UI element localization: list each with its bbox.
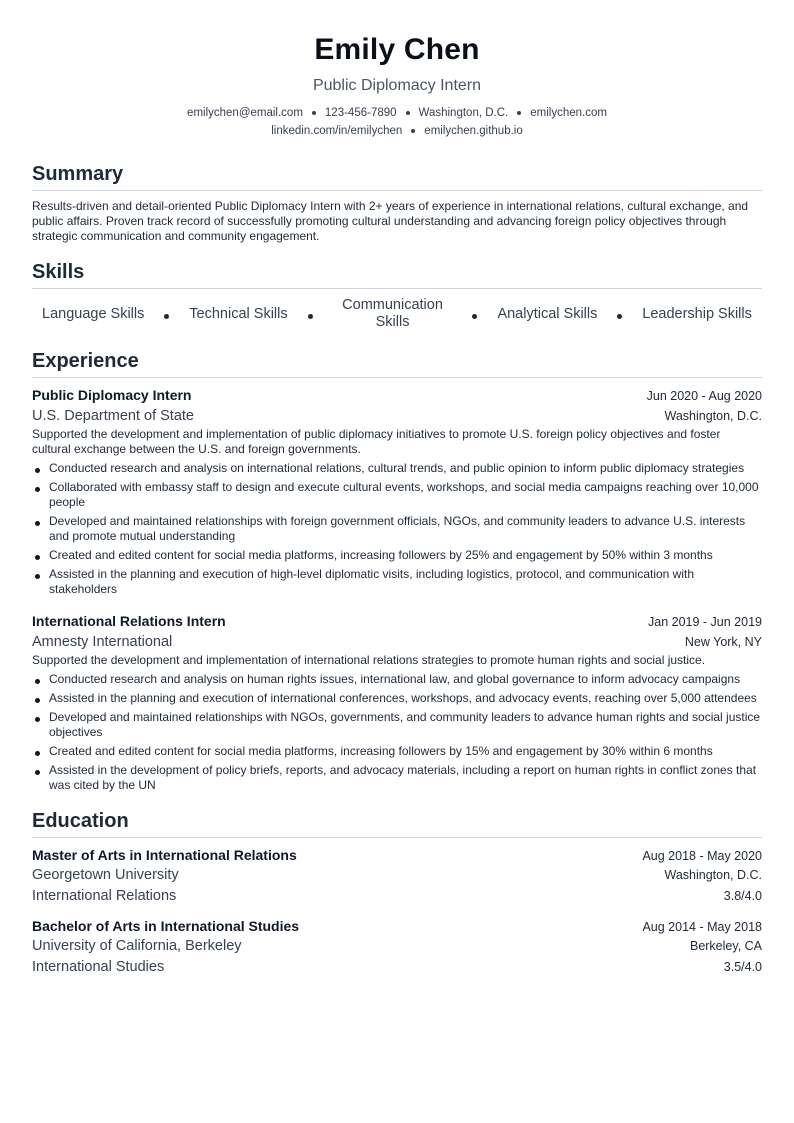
list-item: Assisted in the development of policy briefs, reports, and advocacy materials, including a report on human rights in conflict zones that was cited by the UN	[32, 763, 762, 793]
list-item: Developed and maintained relationships with NGOs, governments, and community leaders to advance human rights and social justice objectives	[32, 710, 762, 740]
job-role: Public Diplomacy Intern	[32, 387, 192, 403]
edu-school-row	[32, 864, 762, 885]
contact-row-secondary	[32, 122, 762, 140]
section-heading: Experience	[32, 349, 762, 378]
edu-degree: Bachelor of Arts in International Studies	[32, 918, 300, 934]
skill-item: Technical Skills	[189, 305, 288, 322]
job-location: Washington, D.C.	[664, 409, 762, 423]
candidate-name: Emily Chen	[314, 33, 480, 66]
edu-header-row	[32, 918, 762, 935]
resume-header	[32, 30, 762, 140]
edu-location: Berkeley, CA	[689, 939, 762, 953]
skill-item: Leadership Skills	[642, 305, 752, 322]
edu-dates: Aug 2014 - May 2018	[642, 920, 762, 934]
list-item: Conducted research and analysis on international relations, cultural trends, and public opinion to inform public diplomacy strategies	[32, 461, 762, 476]
separator-dot-icon	[411, 129, 415, 133]
education-entry	[32, 847, 762, 906]
skill-item: Analytical Skills	[497, 305, 598, 322]
job-bullets	[32, 672, 762, 793]
job-description: Supported the development and implementation of international relations strategies to promote human rights and social justice.	[32, 653, 706, 667]
bullet-dot-icon	[617, 314, 622, 319]
edu-school-row	[32, 935, 762, 956]
edu-gpa: 3.5/4.0	[723, 960, 762, 974]
section-heading: Education	[32, 809, 762, 838]
experience-entry	[32, 613, 762, 793]
list-item: Created and edited content for social media platforms, increasing followers by 25% and engagement by 50% within 3 months	[32, 548, 762, 563]
skill-item: Language Skills	[42, 305, 145, 322]
job-location: New York, NY	[684, 635, 762, 649]
list-item: Created and edited content for social media platforms, increasing followers by 15% and engagement by 30% within 6 months	[32, 744, 762, 759]
summary-section	[32, 162, 762, 244]
skill-item: Communication Skills	[342, 297, 443, 330]
separator-dot-icon	[406, 111, 410, 115]
job-description: Supported the development and implementation of public diplomacy initiatives to promote U.S. foreign policy objectives and foster cultural exchange between the U.S. and foreign governments.	[32, 427, 721, 456]
job-company-row	[32, 404, 762, 426]
bullet-dot-icon	[472, 314, 477, 319]
job-company-row	[32, 630, 762, 652]
job-header-row	[32, 387, 762, 404]
edu-header-row	[32, 847, 762, 864]
edu-school: University of California, Berkeley	[32, 938, 242, 954]
contact-website[interactable]: emilychen.com	[530, 107, 607, 119]
edu-gpa: 3.8/4.0	[723, 889, 762, 903]
edu-field: International Relations	[32, 888, 177, 904]
list-item: Collaborated with embassy staff to design and execute cultural events, workshops, and social media campaigns reaching over 10,000 people	[32, 480, 762, 510]
contact-row-primary	[32, 104, 762, 122]
section-heading: Skills	[32, 260, 762, 289]
contact-linkedin[interactable]: linkedin.com/in/emilychen	[271, 125, 403, 137]
list-item: Conducted research and analysis on human rights issues, international law, and global governance to inform advocacy campaigns	[32, 672, 762, 687]
job-role: International Relations Intern	[32, 613, 226, 629]
section-heading: Summary	[32, 162, 762, 191]
edu-location: Washington, D.C.	[664, 868, 762, 882]
experience-entry	[32, 387, 762, 597]
skills-list	[32, 297, 762, 331]
list-item: Assisted in the planning and execution of high-level diplomatic visits, including logistics, protocol, and communication with stakeholders	[32, 567, 762, 597]
separator-dot-icon	[312, 111, 316, 115]
list-item: Assisted in the planning and execution of international conferences, workshops, and advocacy events, reaching over 5,000 attendees	[32, 691, 762, 706]
edu-field: International Studies	[32, 959, 165, 975]
contact-phone[interactable]: 123-456-7890	[324, 107, 397, 119]
experience-section	[32, 349, 762, 793]
contact-location: Washington, D.C.	[418, 107, 509, 119]
edu-degree: Master of Arts in International Relations	[32, 847, 297, 863]
candidate-title: Public Diplomacy Intern	[312, 77, 482, 94]
job-header-row	[32, 613, 762, 630]
education-entry	[32, 918, 762, 977]
list-item: Developed and maintained relationships with foreign government officials, NGOs, and community leaders to advance U.S. interests and promote mutual understanding	[32, 514, 762, 544]
job-dates: Jan 2019 - Jun 2019	[648, 615, 762, 629]
edu-dates: Aug 2018 - May 2020	[642, 849, 762, 863]
contact-github[interactable]: emilychen.github.io	[424, 125, 523, 137]
edu-school: Georgetown University	[32, 867, 179, 883]
edu-field-row	[32, 956, 762, 977]
summary-text: Results-driven and detail-oriented Public Diplomacy Intern with 2+ years of experience in international relations, cultural exchange, and public affairs. Proven track record of successfully promoting cultural understanding and advancing foreign policy objectives through strategic communication and community engagement.	[32, 199, 749, 243]
skills-section	[32, 260, 762, 331]
bullet-dot-icon	[308, 314, 313, 319]
job-dates: Jun 2020 - Aug 2020	[646, 389, 762, 403]
education-section	[32, 809, 762, 977]
bullet-dot-icon	[164, 314, 169, 319]
job-company: U.S. Department of State	[32, 408, 194, 424]
job-company: Amnesty International	[32, 634, 173, 650]
separator-dot-icon	[517, 111, 521, 115]
contact-email[interactable]: emilychen@email.com	[187, 107, 303, 119]
job-bullets	[32, 461, 762, 597]
edu-field-row	[32, 885, 762, 906]
